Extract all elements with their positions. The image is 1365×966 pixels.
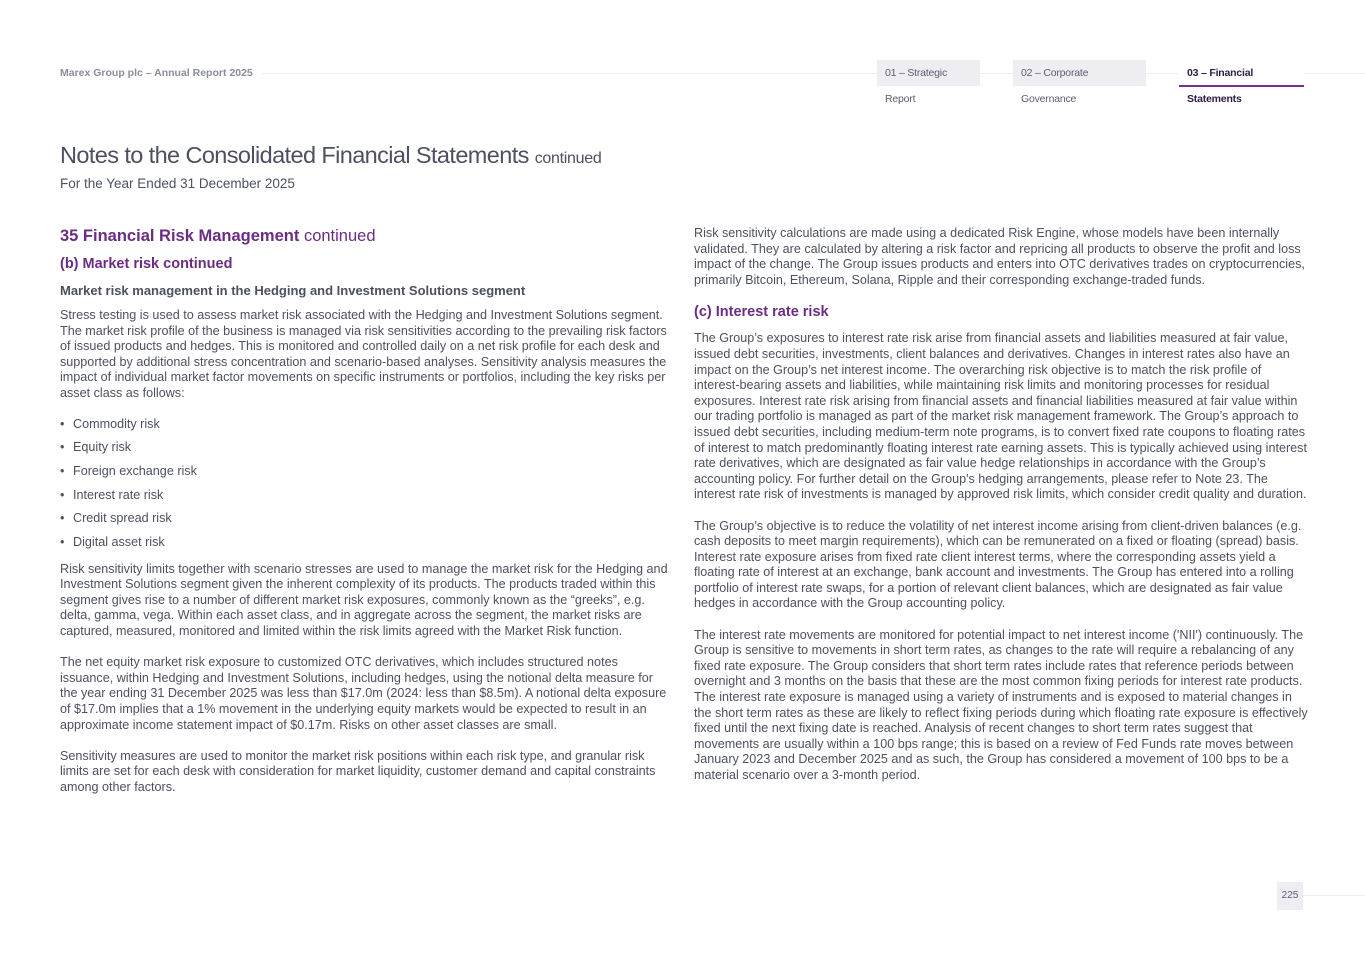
left-column bbox=[60, 226, 668, 796]
list-item: • Credit spread risk bbox=[60, 510, 668, 534]
document-title: Marex Group plc – Annual Report 2025 bbox=[60, 67, 261, 79]
hedging-segment-heading: Market risk management in the Hedging and Investment Solutions segment bbox=[60, 283, 526, 298]
stress-testing-paragraph: Stress testing is used to assess market risk associated with the Hedging and Investment Solutions segment. The market risk profile of the business is managed via risk sensitivities according to the prevailing risk factors of issued products and hedges. This is monitored and controlled daily on a net risk profile for each desk and supported by additional stress concentration and scenario-based analyses. Sensitivity analysis measures the impact of individual market factor movements on specific instruments or portfolios, including the key risks per asset class as follows: bbox=[60, 308, 667, 400]
tab-corporate-governance[interactable]: 02 – Corporate Governance bbox=[1013, 60, 1146, 86]
list-item: • Equity risk bbox=[60, 439, 668, 463]
tab-financial-statements[interactable]: 03 – Financial Statements bbox=[1179, 60, 1304, 87]
interest-rate-risk-heading: (c) Interest rate risk bbox=[694, 304, 829, 321]
list-item: • Interest rate risk bbox=[60, 487, 668, 511]
risk-list bbox=[60, 416, 668, 558]
interest-exposure-paragraph: The Group’s exposures to interest rate risk arise from financial assets and liabilities measured at fair value, issued debt securities, investments, client balances and derivatives. Changes in interest rates also have an impact on the Group’s net interest income. The overarching risk objective is to match the risk profile of interest-bearing assets and liabilities, while maintaining risk limits and monitoring processes for residual exposures. Interest rate risk arising from financial assets and financial liabilities measured at fair value within our trading portfolio is managed as part of the market risk management framework. The Group’s approach to issued debt securities, including medium-term note programs, is to convert fixed rate coupons to floating rates of interest to match predominantly floating interest rate earning assets. This is typically achieved using interest rate derivatives, which are designated as fair value hedge relationships in accordance with the Group’s accounting policy. For further detail on the Group's hedging arrangements, please refer to Note 23. The interest rate risk of investments is managed by approved risk limits, which consider credit quality and duration. bbox=[694, 331, 1307, 502]
footer-divider bbox=[1303, 895, 1365, 896]
equity-exposure-paragraph: The net equity market risk exposure to customized OTC derivatives, which includes structured notes issuance, within Hedging and Investment Solutions, including hedges, using the notional delta measure for the year ending 31 December 2025 was less than $17.0m (2024: less than $8.5m). A notional delta exposure of $17.0m implies that a 1% movement in the underlying equity markets would be expected to result in an approximate income statement impact of $0.17m. Risks on other asset classes are small. bbox=[60, 655, 667, 732]
tab-strategic-report[interactable]: 01 – Strategic Report bbox=[877, 60, 980, 86]
nii-objective-paragraph: The Group’s objective is to reduce the volatility of net interest income arising from client-driven balances (e.g. cash deposits to meet margin requirements), which can be remunerated on a fixed or floating (spread) basis. Interest rate exposure arises from fixed rate client interest terms, where the corresponding assets yield a floating rate of interest at an exchange, bank account and investments. The Group has entered into a rolling portfolio of interest rate swaps, for a portion of relevant client balances, which are designated as fair value hedges in accordance with the Group accounting policy. bbox=[694, 518, 1302, 611]
rate-movements-paragraph: The interest rate movements are monitored for potential impact to net interest income ('NII') continuously. The Group is sensitive to movements in short term rates, as changes to the rate will require a rebalancing of any fixed rate exposure. The Group considers that short term rates include rates that reference periods between overnight and 3 months on the basis that these are the most common fixing periods for interest rate products. The interest rate exposure is managed using a variety of instruments and is exposed to material changes in the short term rates as these are likely to reflect fixing periods during which floating rate exposure is effectively fixed until the next fixing date is reached. Analysis of recent changes to short term rates suggest that movements are usually within a 100 bps range; this is based on a review of Fed Funds rate moves between January 2023 and December 2025 and as such, the Group has considered a movement of 100 bps to be a material scenario over a 3-month period. bbox=[694, 627, 1308, 782]
market-risk-heading: (b) Market risk continued bbox=[60, 256, 233, 272]
section-heading: 35 Financial Risk Management continued bbox=[60, 227, 376, 245]
list-item: • Foreign exchange risk bbox=[60, 463, 668, 487]
page-title-suffix: continued bbox=[534, 150, 602, 167]
page-number: 225 bbox=[1277, 882, 1303, 910]
sensitivity-measures-paragraph: Sensitivity measures are used to monitor the market risk positions within each risk type, and granular risk limits are set for each desk with consideration for market liquidity, customer demand and capital constraints among other factors. bbox=[60, 748, 656, 794]
page-title bbox=[60, 142, 601, 169]
risk-limits-paragraph: Risk sensitivity limits together with scenario stresses are used to manage the market risk for the Hedging and Investment Solutions segment given the inherent complexity of its products. The products traded within this segment gives rise to a number of different market risk exposures, commonly known as the “greeks”, e.g. delta, gamma, vega. Within each asset class, and in aggregate across the segment, the market risks are captured, measured, monitored and limited within the risk limits agreed with the Market Risk function. bbox=[60, 561, 668, 639]
list-item: • Digital asset risk bbox=[60, 534, 668, 558]
right-column bbox=[694, 226, 1308, 784]
page-title-main: Notes to the Consolidated Financial Statements bbox=[60, 142, 529, 168]
list-item: • Commodity risk bbox=[60, 416, 668, 440]
risk-engine-paragraph: Risk sensitivity calculations are made using a dedicated Risk Engine, whose models have been internally validated. They are calculated by altering a risk factor and repricing all products to observe the profit and loss impact of the change. The Group issues products and enters into OTC derivatives trades on cryptocurrencies, primarily Bitcoin, Ethereum, Solana, Ripple and their corresponding exchange-traded funds. bbox=[694, 226, 1305, 287]
page-subtitle: For the Year Ended 31 December 2025 bbox=[60, 176, 295, 191]
